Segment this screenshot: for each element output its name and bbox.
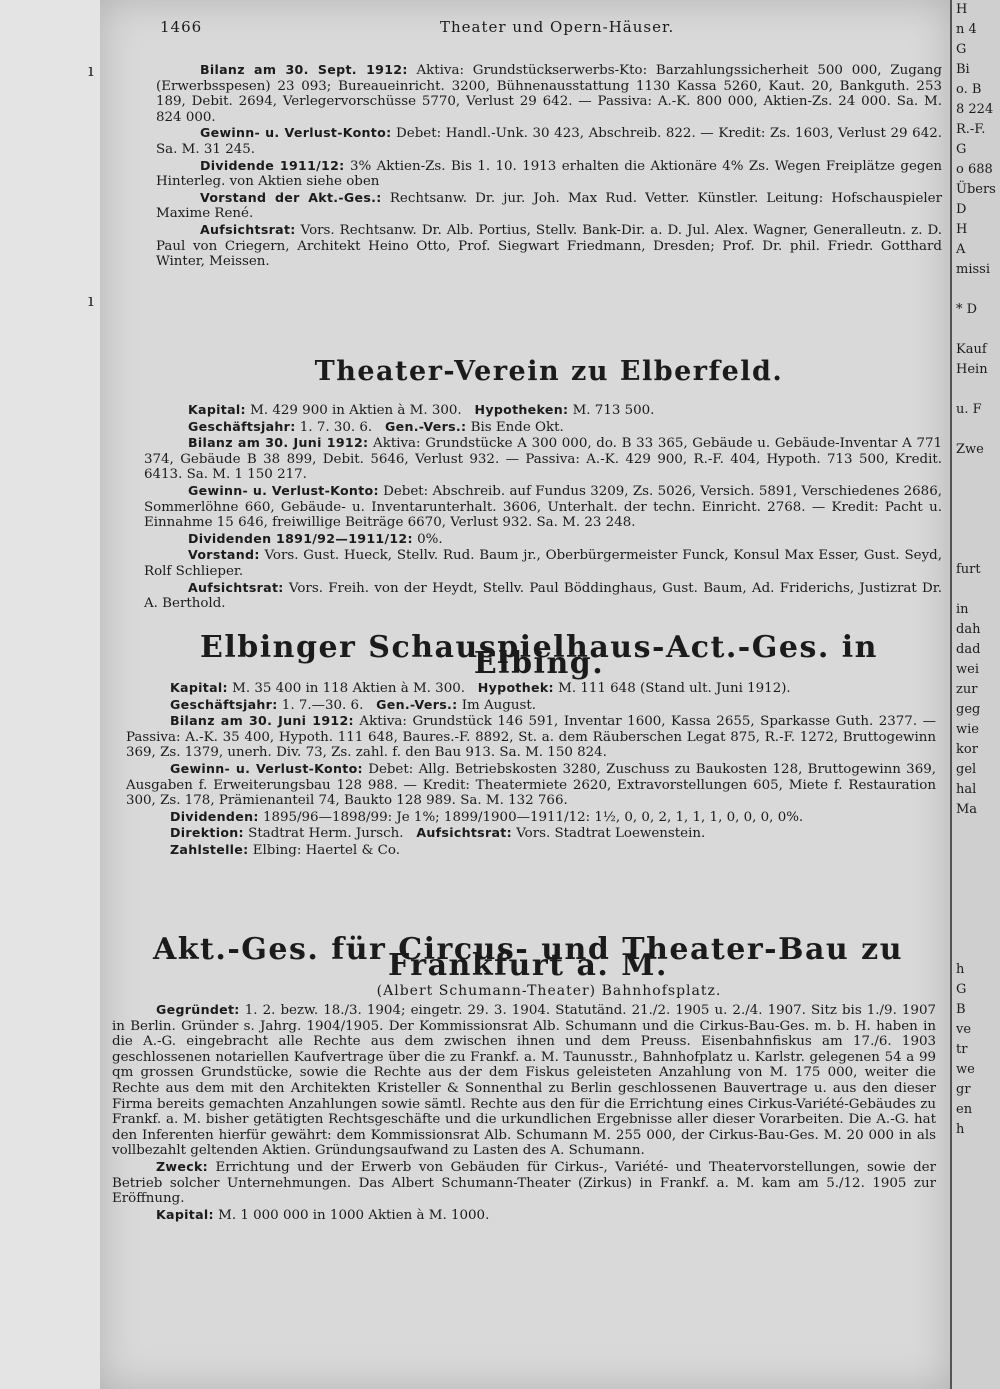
vorstand-label: Vorstand der Akt.-Ges.: (200, 189, 382, 205)
adjacent-page-line (952, 840, 1000, 860)
kapital-label: Kapital: (170, 680, 228, 695)
gegruendet-paragraph (112, 1002, 936, 1159)
adjacent-page-line: G (956, 42, 967, 57)
margin-mark: ı (88, 60, 94, 81)
adjacent-page-line: G (956, 982, 967, 997)
direktion-text: Stadtrat Herm. Jursch. (248, 826, 404, 842)
zahlstelle-paragraph (126, 842, 936, 859)
dividenden-text: 0%. (417, 531, 443, 547)
adjacent-page-line: A (956, 242, 966, 257)
adjacent-page-line (952, 380, 1000, 400)
bilanz-label: Bilanz am 30. Sept. 1912: (200, 62, 408, 77)
dividenden-label: Dividenden: (170, 808, 259, 824)
adjacent-page-line: o. B (956, 82, 982, 97)
dividenden-paragraph (144, 531, 942, 548)
adjacent-page-line: tr (956, 1042, 968, 1057)
adjacent-page-line: Zwe (956, 442, 984, 457)
gegruendet-text: 1. 2. bezw. 18./3. 1904; eingetr. 29. 3. 1904. Statutänd. 21./2. 1905 u. 2./4. 1907. Sitz bis 1./9. 1907 in Berlin. Gründer s. Jahrg. 1904/1905. Der Kommissionsrat Alb. Schumann und die Cirkus-Bau-Ges. m. b. H. haben in die A.-G. eingebracht alle Rechte aus dem zwischen ihnen und dem Preuss. Eisenbahnfiskus am 17./6. 1903 geschlossenen notariellen Kaufvertrage über die zu Frankf. a. M. Taunusstr., Bahnhofplatz u. Karlstr. gelegenen 54 a 99 qm grossen Grundstücke, sowie die Rechte aus der dem Fiskus geleisteten Anzahlung von M. 175 000, weiter die Rechte aus dem mit den Architekten Kristeller & Sonnenthal zu Berlin geschlossenen Bauvertrage u. aus den dieser Firma bereits gemachten Anzahlungen sowie sämtl. Rechte aus den für die Errichtung eines Cirkus-Variété-Gebäudes zu Frankf. a. M. bisher getätigten Rechtsgeschäfte und die urkundlichen Ergebnisse aller dieser Vorarbeiten. Die A.-G. hat den Inferenten hierfür gewährt: dem Kommissionsrat Alb. Schumann M. 255 000, der Cirkus-Bau-Ges. M. 20 000 in als vollbezahlt geltenden Aktien. Gründungsaufwand zu Lasten des A. Schumann. (112, 1003, 936, 1159)
aufsichtsrat-paragraph (144, 580, 942, 612)
dividende-label: Dividende 1911/12: (200, 157, 345, 173)
kapital-paragraph (126, 680, 936, 697)
bilanz-paragraph (126, 713, 936, 761)
kapital-paragraph (144, 402, 942, 419)
left-margin (0, 0, 100, 1389)
kapital-paragraph (112, 1207, 936, 1224)
guv-label: Gewinn- u. Verlust-Konto: (200, 125, 392, 141)
adjacent-page-line: zur (956, 682, 978, 697)
adjacent-page-line: B (956, 1002, 966, 1017)
page-number: 1466 (160, 18, 203, 36)
guv-paragraph (126, 761, 936, 809)
adjacent-page-line: * D (956, 302, 978, 317)
guv-text: Debet: Handl.-Unk. 30 423, Abschreib. 822. — Kredit: Zs. 1603, Verlust 29 642. Sa. M. 31 245. (156, 126, 942, 157)
adjacent-page-line (952, 280, 1000, 300)
adjacent-page-line: gr (956, 1082, 971, 1097)
adjacent-page-line: Ma (956, 802, 978, 817)
bilanz-label: Bilanz am 30. Juni 1912: (170, 713, 354, 729)
aufsichtsrat-paragraph (156, 222, 942, 270)
vorstand-text: Vors. Gust. Hueck, Stellv. Rud. Baum jr., Oberbürgermeister Funck, Konsul Max Esser, Gust. Seyd, Rolf Schlieper. (144, 548, 942, 579)
vorstand-text: Rechtsanw. Dr. jur. Joh. Max Rud. Vetter. Künstler. Leitung: Hofschauspieler Maxime René. (156, 190, 942, 222)
aufsichtsrat-text: Vors. Stadtrat Loewenstein. (516, 826, 706, 842)
entry-continued (156, 62, 942, 270)
zweck-label: Zweck: (156, 1158, 208, 1174)
guv-paragraph (156, 125, 942, 157)
genvers-text: Bis Ende Okt. (470, 419, 564, 435)
adjacent-page-line (952, 880, 1000, 900)
bilanz-paragraph (156, 62, 942, 125)
adjacent-page-line (952, 940, 1000, 960)
hypothek-text: M. 111 648 (Stand ult. Juni 1912). (558, 681, 791, 696)
aufsichtsrat-text: Vors. Rechtsanw. Dr. Alb. Portius, Stellv. Bank-Dir. a. D. Jul. Alex. Wagner, Generalleutn. z. D. Paul von Criegern, Architekt Heino Otto, Prof. Siegwart Friedmann, Dresden; Prof. Dr. phil. Friedr. Gotthard Winter, Meissen. (156, 222, 942, 270)
hypotheken-text: M. 713 500. (572, 403, 655, 418)
adjacent-page-line: dad (956, 642, 981, 657)
adjacent-page-line: missi (956, 262, 990, 277)
aufsichtsrat-label: Aufsichtsrat: (188, 579, 284, 595)
adjacent-page-line: u. F (956, 402, 982, 417)
genvers-label: Gen.-Vers.: (384, 418, 467, 434)
guv-paragraph (144, 483, 942, 531)
kapital-label: Kapital: (156, 1206, 214, 1222)
margin-mark: ı (88, 290, 94, 311)
adjacent-page-line: n 4 (956, 22, 977, 37)
guv-label: Gewinn- u. Verlust-Konto: (188, 482, 379, 498)
adjacent-page-line: gel (956, 762, 977, 777)
zweck-paragraph (112, 1159, 936, 1207)
adjacent-page-line: Kauf (956, 342, 987, 357)
running-head: Theater und Opern-Häuser. (440, 18, 675, 36)
adjacent-page-line: wei (956, 662, 979, 677)
geschaeftsjahr-paragraph (126, 697, 936, 714)
adjacent-page-line: en (956, 1102, 973, 1117)
bilanz-paragraph (144, 435, 942, 483)
geschaeftsjahr-text: 1. 7.—30. 6. (281, 697, 364, 713)
adjacent-page-line: furt (956, 562, 981, 577)
adjacent-page-line: wie (956, 722, 979, 737)
aufsichtsrat-text: Vors. Freih. von der Heydt, Stellv. Paul Böddinghaus, Gust. Baum, Ad. Friderichs, Justizrat Dr. A. Berthold. (144, 580, 942, 612)
adjacent-page-line: geg (956, 702, 981, 717)
genvers-text: Im August. (461, 697, 536, 713)
entry-title-frankfurt: Akt.-Ges. für Circus- und Theater-Bau zu Frankfurt a. M. (152, 932, 903, 983)
direktion-paragraph (126, 825, 936, 842)
entry-subtitle-frankfurt: (Albert Schumann-Theater) Bahnhofsplatz. (376, 983, 722, 999)
aufsichtsrat-label: Aufsichtsrat: (200, 221, 296, 237)
adjacent-page-line (952, 320, 1000, 340)
adjacent-page-line: kor (956, 742, 978, 757)
zweck-text: Errichtung und der Erwerb von Gebäuden für Cirkus-, Variété- und Theatervorstellungen, sowie der Betrieb solcher Unternehmungen. Das Albert Schumann-Theater (Zirkus) in Frankf. a. M. kam am 5./12. 1905 zur Eröffnung. (112, 1159, 936, 1207)
entry-elbing (126, 680, 936, 859)
kapital-text: M. 35 400 in 118 Aktien à M. 300. (232, 681, 465, 696)
adjacent-page-line: D (956, 202, 967, 217)
adjacent-page-line: in (956, 602, 969, 617)
vorstand-label: Vorstand: (188, 547, 260, 563)
adjacent-page-line (952, 540, 1000, 560)
adjacent-page-line: hal (956, 782, 977, 797)
vorstand-paragraph (144, 547, 942, 579)
document-page (100, 0, 950, 1389)
adjacent-page-line: ve (956, 1022, 972, 1037)
geschaeftsjahr-label: Geschäftsjahr: (170, 696, 278, 712)
adjacent-page-fragment (950, 0, 1000, 1389)
adjacent-page-line (952, 460, 1000, 480)
adjacent-page-line: dah (956, 622, 981, 637)
dividenden-label: Dividenden 1891/92—1911/12: (188, 530, 413, 546)
genvers-label: Gen.-Vers.: (376, 696, 458, 712)
adjacent-page-line (952, 860, 1000, 880)
geschaeftsjahr-paragraph (144, 419, 942, 436)
entry-title-elberfeld: Theater-Verein zu Elberfeld. (314, 356, 784, 387)
guv-text: Debet: Abschreib. auf Fundus 3209, Zs. 5026, Versich. 5891, Verschiedenes 2686, Sommerlöhne 660, Gebäude- u. Inventarunterhalt. 3606, Unterhalt. der techn. Einricht. 2768. — Kredit: Pacht u. Einnahme 15 646, freiwillige Beiträge 6670, Verlust 932. Sa. M. 23 248. (144, 483, 942, 531)
adjacent-page-line (952, 520, 1000, 540)
geschaeftsjahr-text: 1. 7. 30. 6. (299, 419, 373, 435)
adjacent-page-line (952, 920, 1000, 940)
gegruendet-label: Gegründet: (156, 1002, 240, 1017)
adjacent-page-line (952, 420, 1000, 440)
bilanz-text: Aktiva: Grundstücke A 300 000, do. B 33 365, Gebäude u. Gebäude-Inventar A 771 374, Gebäude B 38 899, Debit. 5646, Verlust 932. — Passiva: A.-K. 429 900, R.-F. 404, Hypoth. 713 500, Kredit. 6413. Sa. M. 1 150 217. (144, 436, 942, 483)
geschaeftsjahr-label: Geschäftsjahr: (188, 418, 296, 434)
vorstand-paragraph (156, 190, 942, 222)
adjacent-page-line: R.-F. (956, 122, 986, 137)
entry-frankfurt (112, 1002, 936, 1223)
adjacent-page-line (952, 820, 1000, 840)
adjacent-page-line (952, 900, 1000, 920)
kapital-text: M. 1 000 000 in 1000 Aktien à M. 1000. (218, 1207, 490, 1223)
adjacent-page-line: Hein (956, 362, 988, 377)
direktion-label: Direktion: (170, 825, 244, 841)
adjacent-page-line: Bi (956, 62, 970, 77)
guv-text: Debet: Allg. Betriebskosten 3280, Zuschuss zu Baukosten 128, Bruttogewinn 369, Ausgaben f. Erweiterungsbau 128 988. — Kredit: Theatermiete 2620, Extravorstellungen 605, Miete f. Restauration 300, Zs. 178, Prämienanteil 74, Baukto 128 989. Sa. M. 132 766. (126, 761, 936, 809)
adjacent-page-line: H (956, 222, 968, 237)
bilanz-text: Aktiva: Grundstückserwerbs-Kto: Barzahlungssicherheit 500 000, Zugang (Erwerbsspesen) 23 093; Bureaueinricht. 3200, Bühnenausstattung 1130 Kassa 5260, Kaut. 20, Bankguth. 253 189, Debit. 2694, Verlegervorschüsse 5770, Verlust 29 642. — Passiva: A.-K. 800 000, Aktien-Zs. 24 000. Sa. M. 824 000. (156, 63, 942, 125)
bilanz-label: Bilanz am 30. Juni 1912: (188, 435, 369, 451)
kapital-text: M. 429 900 in Aktien à M. 300. (250, 403, 462, 418)
kapital-label: Kapital: (188, 402, 246, 417)
adjacent-page-line: 8 224 (956, 102, 994, 117)
entry-title-elbing: Elbinger Schauspielhaus-Act.-Ges. in Elbing. (200, 630, 878, 681)
adjacent-page-line (952, 480, 1000, 500)
zahlstelle-text: Elbing: Haertel & Co. (252, 842, 400, 858)
bilanz-text: Aktiva: Grundstück 146 591, Inventar 1600, Kassa 2655, Sparkasse Guth. 2377. — Passiva: A.-K. 35 400, Hypoth. 111 648, Baures.-F. 8892, St. a. dem Räuberschen Legat 875, R.-F. 1272, Bruttogewinn 369, Zs. 1379, unerh. Div. 73, Zs. zahl. f. den Bau 913. Sa. M. 150 824. (126, 714, 937, 761)
dividenden-paragraph (126, 809, 936, 826)
adjacent-page-line: H (956, 2, 968, 17)
adjacent-page-line: we (956, 1062, 975, 1077)
adjacent-page-line: o 688 (956, 162, 993, 177)
guv-label: Gewinn- u. Verlust-Konto: (170, 760, 363, 776)
zahlstelle-label: Zahlstelle: (170, 841, 249, 857)
dividende-text: 3% Aktien-Zs. Bis 1. 10. 1913 erhalten die Aktionäre 4% Zs. Wegen Freiplätze gegen Hinterleg. von Aktien siehe oben (156, 158, 942, 190)
dividenden-text: 1895/96—1898/99: Je 1%; 1899/1900—1911/12: 1½, 0, 0, 2, 1, 1, 1, 0, 0, 0, 0%. (262, 809, 804, 825)
adjacent-page-line: G (956, 142, 967, 157)
adjacent-page-line: h (956, 962, 965, 977)
adjacent-page-line: Übers (956, 182, 996, 197)
adjacent-page-line (952, 580, 1000, 600)
hypothek-label: Hypothek: (477, 680, 554, 695)
hypotheken-label: Hypotheken: (474, 402, 569, 417)
adjacent-page-line: h (956, 1122, 965, 1137)
aufsichtsrat-label: Aufsichtsrat: (416, 825, 512, 841)
adjacent-page-line (952, 500, 1000, 520)
entry-elberfeld (144, 402, 942, 612)
dividende-paragraph (156, 158, 942, 190)
